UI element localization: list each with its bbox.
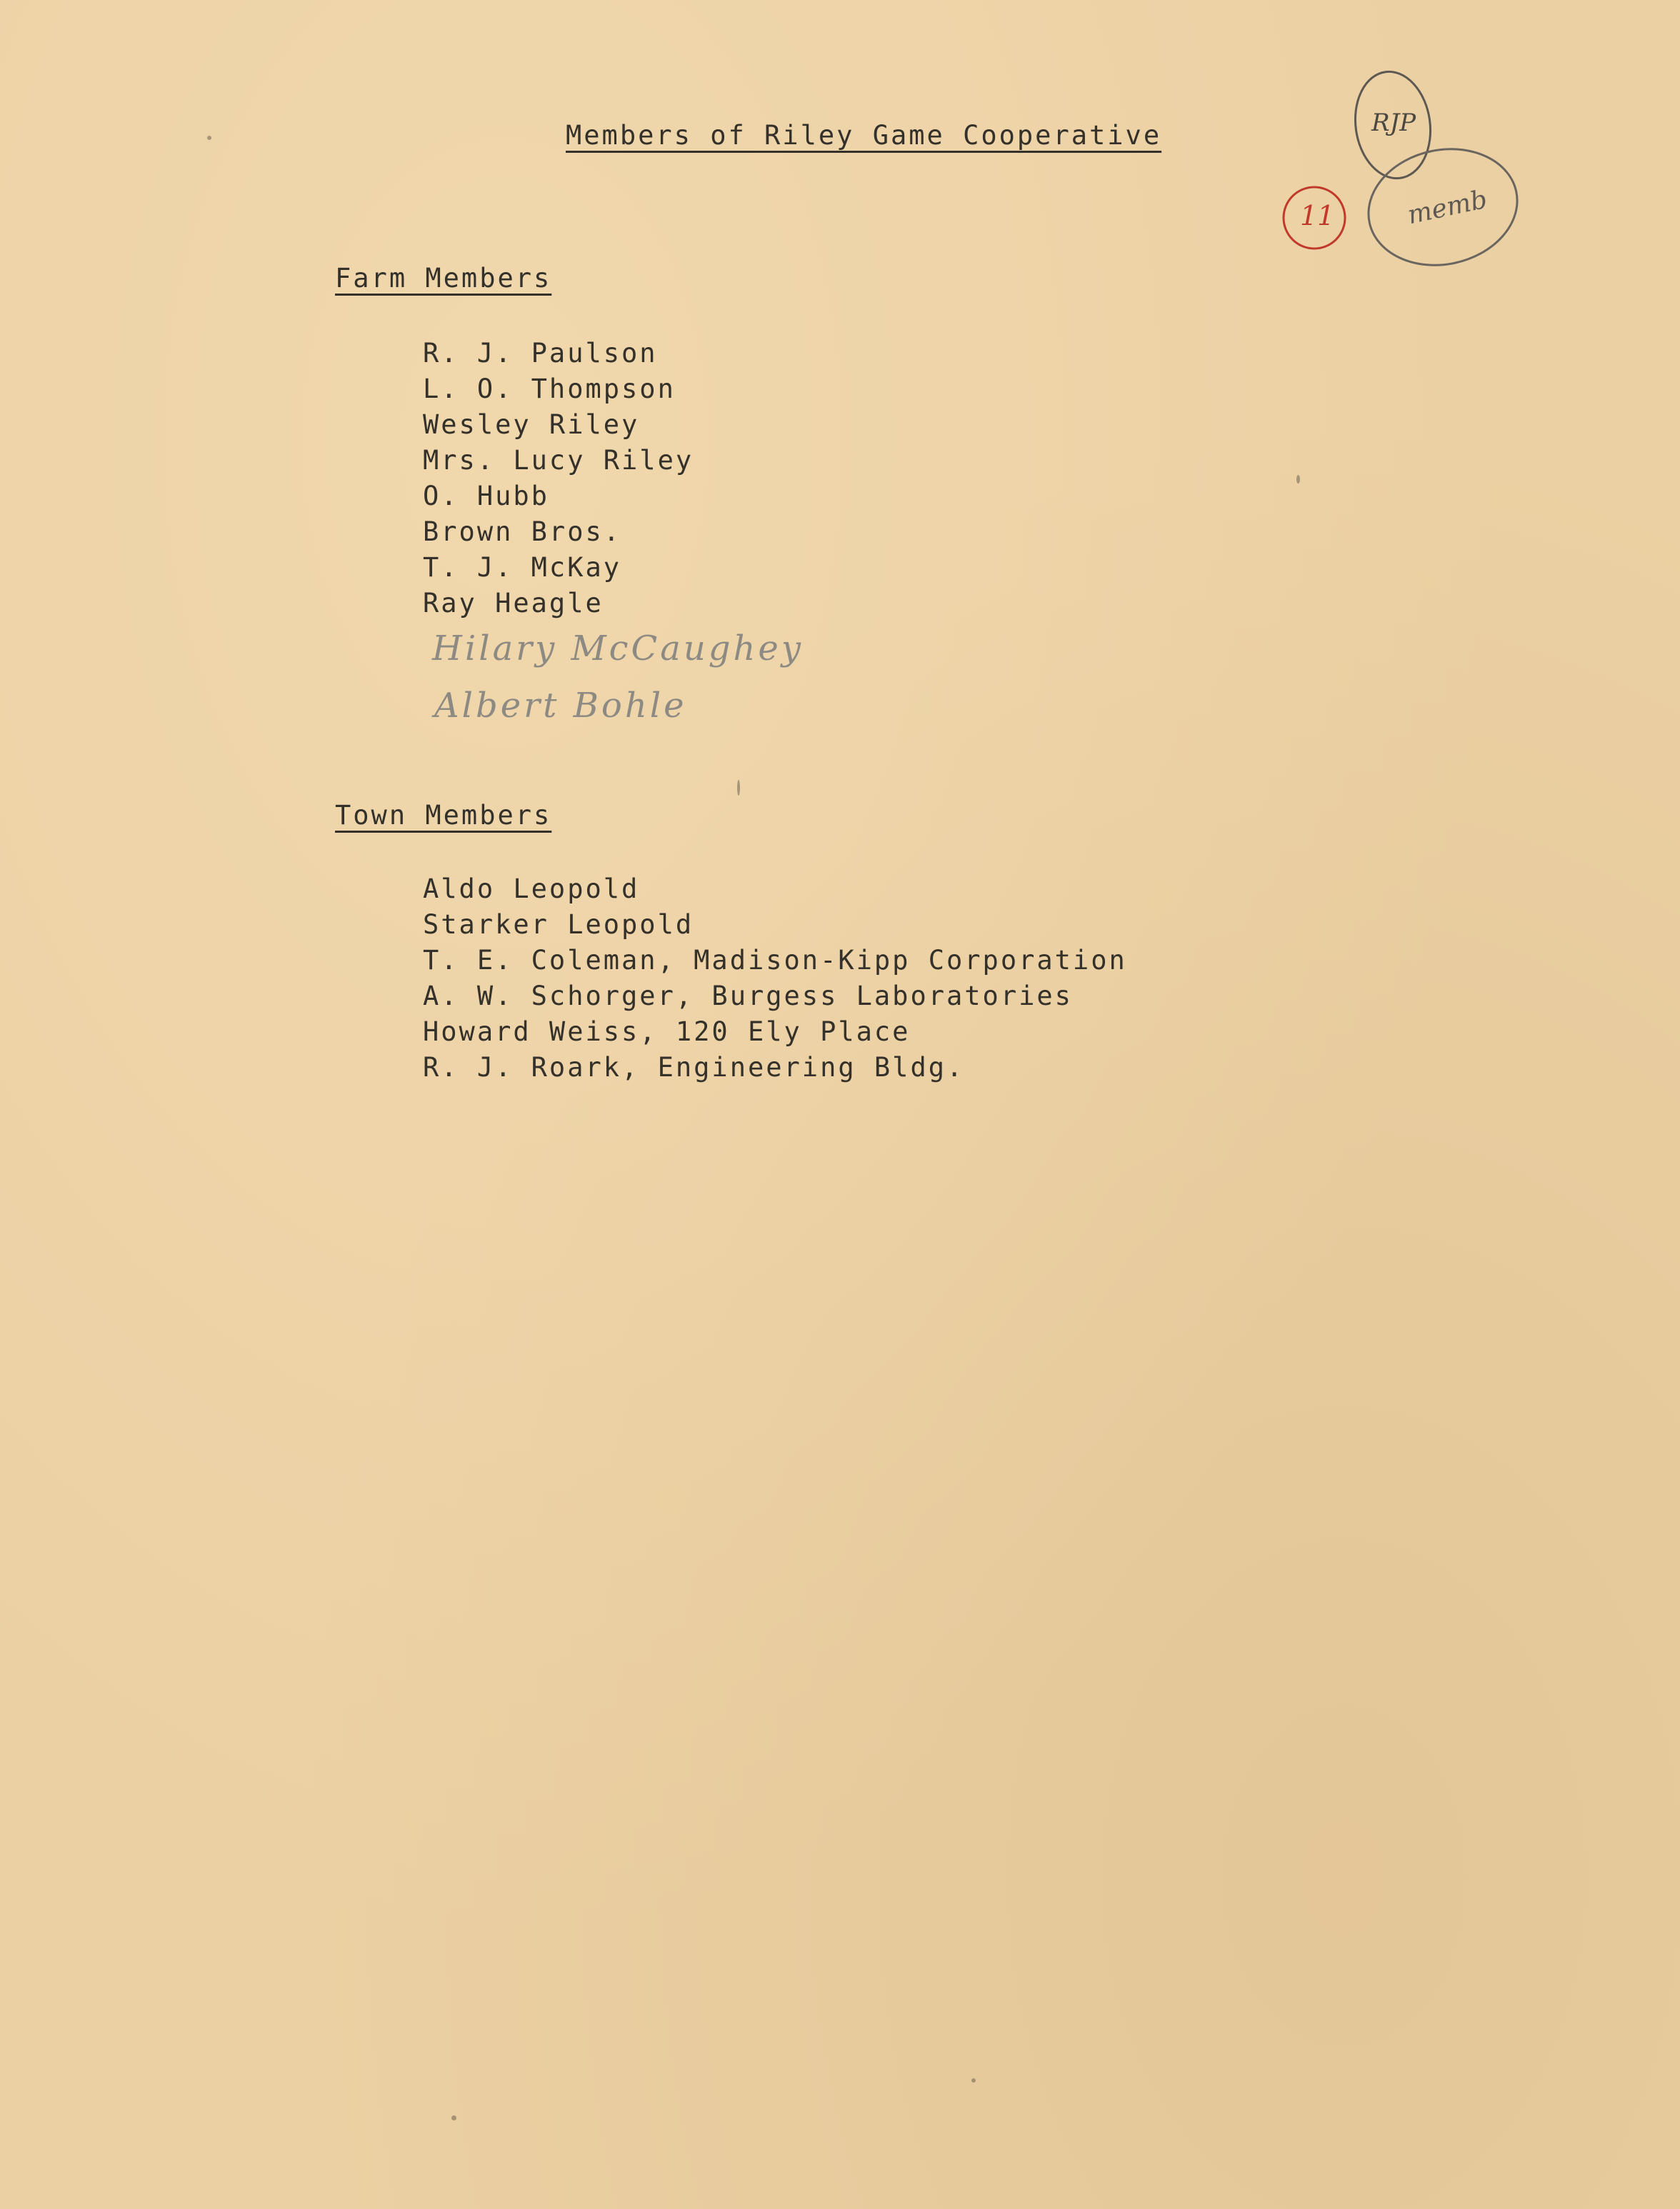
- town-members-heading: Town Members: [335, 800, 552, 831]
- list-item: Starker Leopold: [423, 909, 694, 940]
- paper-speck: [1296, 475, 1300, 484]
- handwritten-member: Hilary McCaughey: [432, 628, 804, 668]
- list-item: Aldo Leopold: [423, 873, 640, 904]
- paper-speck: [737, 780, 740, 796]
- paper-speck: [451, 2115, 456, 2120]
- list-item: Ray Heagle: [423, 588, 604, 618]
- paper-speck: [971, 2078, 976, 2083]
- list-item: T. J. McKay: [423, 552, 622, 583]
- list-item: O. Hubb: [423, 481, 549, 511]
- document-title: Members of Riley Game Cooperative: [566, 120, 1162, 151]
- handwritten-member: Albert Bohle: [434, 686, 687, 726]
- list-item: Brown Bros.: [423, 516, 622, 547]
- list-item: Mrs. Lucy Riley: [423, 445, 694, 476]
- circled-number: 11: [1300, 200, 1335, 231]
- annotation-marks-icon: [1264, 57, 1536, 286]
- list-item: Howard Weiss, 120 Ely Place: [423, 1016, 911, 1047]
- list-item: R. J. Paulson: [423, 338, 658, 369]
- farm-members-list: [423, 336, 694, 621]
- list-item: L. O. Thompson: [423, 374, 676, 404]
- town-members-list: [423, 871, 1127, 1086]
- list-item: T. E. Coleman, Madison-Kipp Corporation: [423, 945, 1127, 976]
- list-item: A. W. Schorger, Burgess Laboratories: [423, 981, 1073, 1011]
- corner-annotations: [1264, 57, 1536, 286]
- corner-initials: RJP: [1371, 109, 1416, 137]
- corner-note: memb: [1404, 184, 1490, 231]
- paper-speck: [207, 136, 211, 140]
- list-item: Wesley Riley: [423, 409, 640, 440]
- farm-members-heading: Farm Members: [335, 263, 552, 294]
- list-item: R. J. Roark, Engineering Bldg.: [423, 1052, 965, 1083]
